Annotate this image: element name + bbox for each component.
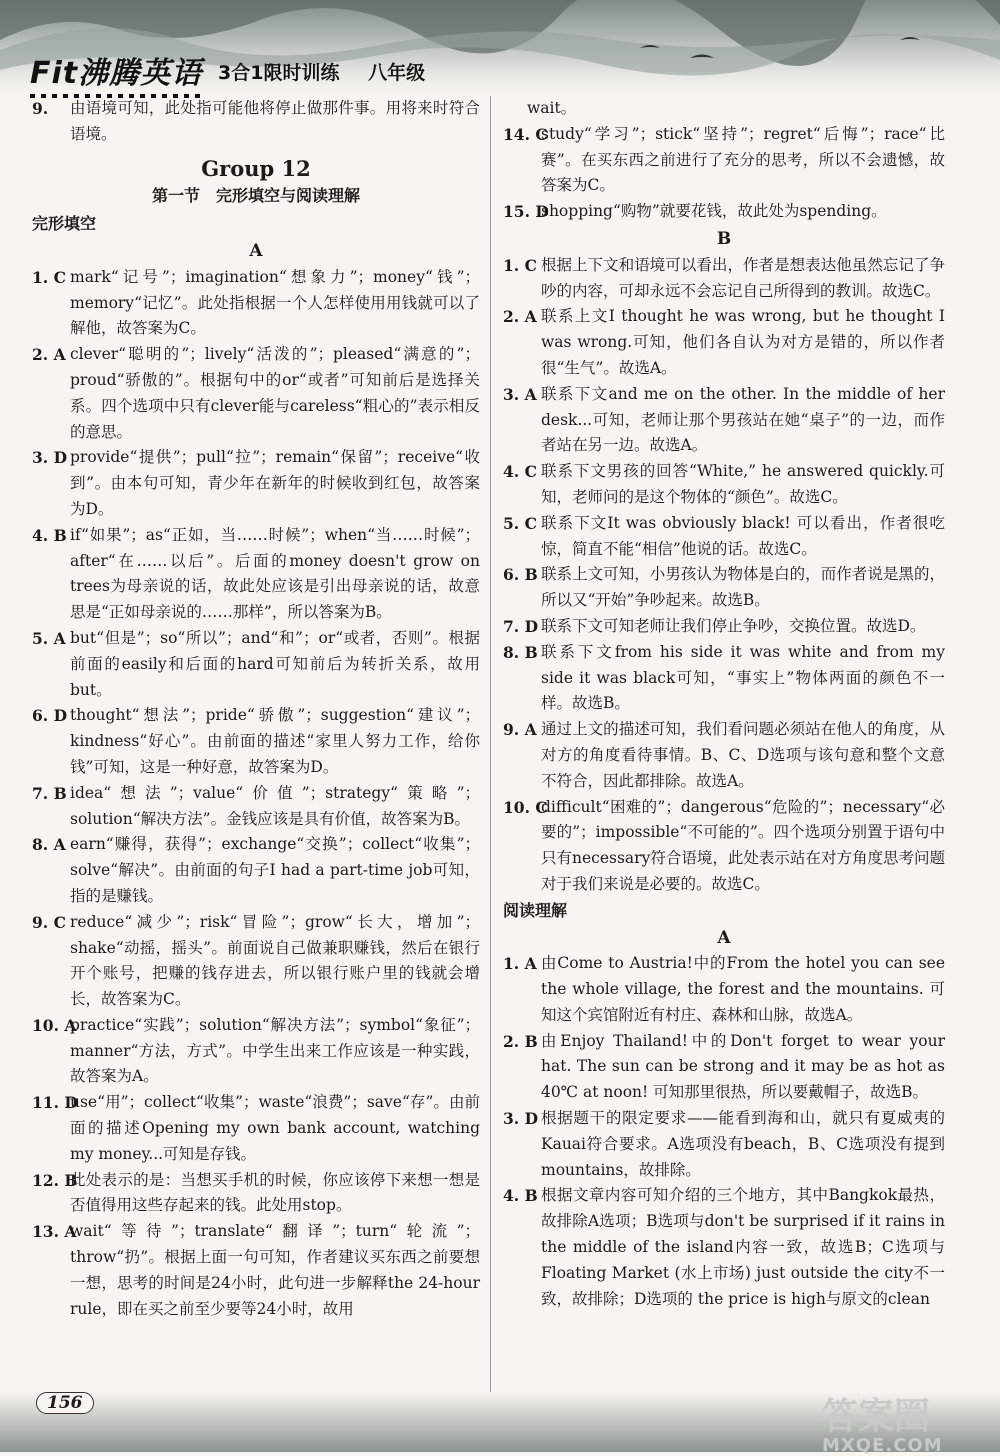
answer-item	[32, 1090, 480, 1167]
answer-item	[503, 253, 945, 305]
answer-item	[32, 703, 480, 780]
answer-explanation: wait“等待”；translate“翻译”；turn“轮流”；throw“扔”。根据上面一句可知，作者建议买东西之前要想一想，思考的时间是24小时，此句进一步解释the 24-hour rule，即在买之前至少要等24小时，故用	[70, 1222, 480, 1318]
reading-subhead: 阅读理解	[503, 900, 568, 920]
answer-number: 9. C	[32, 912, 66, 932]
part-label: A	[249, 240, 263, 261]
answer-item	[32, 832, 480, 909]
answer-item	[32, 781, 480, 833]
answer-number: 10. A	[32, 1015, 77, 1035]
answer-explanation: study“学习”；stick“坚持”；regret“后悔”；race“比赛”。在买东西之前进行了充分的思考，所以不会遗憾，故答案为C。	[541, 124, 945, 195]
answer-number: 10. C	[503, 797, 548, 817]
right-column	[503, 96, 945, 1312]
answer-item	[32, 265, 480, 342]
answer-explanation: 联系下文男孩的回答“White,” he answered quickly.可知，老师问的是这个物体的“颜色”。故选C。	[541, 462, 945, 506]
answer-number: 13. A	[32, 1222, 77, 1242]
answer-item	[503, 1183, 945, 1312]
answer-explanation: mark“记号”；imagination“想象力”；money“钱”；memory“记忆”。此处指根据一个人怎样使用用钱就可以了解他，故答案为C。	[70, 267, 480, 338]
answer-item	[503, 304, 945, 381]
answer-explanation: reduce“减少”；risk“冒险”；grow“长大，增加”；shake“动摇，摇头”。前面说自己做兼职赚钱，然后在银行开个账号，把赚的钱存进去，所以银行账户里的钱就会增长，故答案为C。	[70, 912, 480, 1009]
answer-item	[32, 910, 480, 1013]
answer-explanation: 根据文章内容可知介绍的三个地方，其中Bangkok最热，故排除A选项；B选项与don't be surprised if it rains in the middle of the island内容一致，故选B；C选项与Floating Market (水上市场) just outside the city不一致，故排除；D选项的 the price is high与原文的clean	[541, 1186, 945, 1308]
answer-explanation: 通过上文的描述可知，我们看问题必须站在他人的角度，从对方的角度看待事情。B、C、D选项与该句意和整个文意不符合，因此都排除。故选A。	[541, 720, 945, 790]
answer-explanation: shopping“购物”就要花钱，故此处为spending。	[541, 202, 887, 221]
page-number: 156	[36, 1392, 94, 1414]
answer-item	[503, 1106, 945, 1183]
answer-number: 7. D	[503, 616, 539, 636]
answer-number: 9. A	[503, 720, 537, 740]
brand-logo	[30, 48, 202, 98]
answer-number: 4. B	[503, 1186, 538, 1206]
answer-number: 5. C	[503, 513, 537, 533]
part-label: A	[717, 927, 731, 948]
answer-number: 15. D	[503, 202, 549, 222]
answer-explanation: 联系上文I thought he was wrong, but he thought I was wrong.可知，他们各自认为对方是错的，所以作者很“生气”。故选A。	[541, 307, 945, 377]
answer-item	[503, 382, 945, 459]
answer-explanation: difficult“困难的”；dangerous“危险的”；necessary“必要的”；impossible“不可能的”。四个选项分别置于语句中只有necessary符合语境，此处表示站在对方角度思考问题对于我们来说是必要的。故选C。	[541, 797, 945, 893]
part-label: B	[716, 228, 732, 249]
answer-item	[32, 342, 480, 445]
answer-explanation: 由Enjoy Thailand!中的Don't forget to wear your hat. The sun can be strong and it may be as hot as 40℃ at noon! 可知那里很热，所以要戴帽子，故选B。	[541, 1031, 945, 1102]
answer-explanation: but“但是”；so“所以”；and“和”；or“或者，否则”。根据前面的easily和后面的hard可知前后为转折关系，故用but。	[70, 628, 480, 699]
answer-number: 1. C	[503, 255, 537, 275]
answer-item	[503, 640, 945, 717]
answer-number: 1. C	[32, 267, 66, 287]
answer-number: 3. D	[32, 448, 68, 468]
answer-number: 11. D	[32, 1093, 78, 1113]
answer-item	[503, 1029, 945, 1106]
answer-number: 7. B	[32, 783, 67, 803]
answer-explanation: 联系上文可知，小男孩认为物体是白的，而作者说是黑的，所以又“开始”争吵起来。故选B。	[541, 565, 945, 610]
brand-text: Fit沸腾英语	[30, 56, 203, 91]
answer-number: 8. B	[503, 642, 538, 662]
answer-number: 2. A	[32, 345, 66, 365]
answer-explanation: 由Come to Austria!中的From the hotel you can see the whole village, the forest and the mountains. 可知这个宾馆附近有村庄、森林和山脉，故选A。	[541, 954, 945, 1024]
answer-item	[503, 614, 945, 640]
column-divider	[490, 96, 491, 1406]
answer-item	[32, 1168, 480, 1220]
answer-explanation: earn“赚得，获得”；exchange“交换”；collect“收集”；solve“解决”。由前面的句子I had a part-time job可知，指的是赚钱。	[70, 835, 480, 905]
answer-explanation: practice“实践”；solution“解决方法”；symbol“象征”；manner“方法，方式”。中学生出来工作应该是一种实践，故答案为A。	[70, 1015, 480, 1086]
answer-explanation: 由语境可知，此处指可能他将停止做那件事。用将来时符合语境。	[70, 99, 480, 143]
answer-explanation: 联系下文from his side it was white and from my side it was black可知，“事实上”物体两面的颜色不一样。故选B。	[541, 642, 945, 713]
answer-item	[32, 96, 480, 148]
answer-item	[503, 951, 945, 1028]
answer-item	[503, 459, 945, 511]
answer-item	[503, 795, 945, 898]
answer-item	[32, 1219, 480, 1322]
answer-explanation: 联系下文and me on the other. In the middle of her desk...可知，老师让那个男孩站在她“桌子”的一边，而作者站在另一边。故选A。	[541, 384, 945, 455]
answer-explanation: 此处表示的是：当想买手机的时候，你应该停下来想一想是否值得用这些存起来的钱。此处用stop。	[70, 1170, 480, 1215]
answer-item	[32, 626, 480, 703]
answer-item	[32, 1013, 480, 1090]
answer-number: 5. A	[32, 628, 66, 648]
answer-explanation: 联系下文可知老师让我们停止争吵，交换位置。故选D。	[541, 616, 926, 635]
answer-item	[503, 122, 945, 199]
answer-explanation: 根据上下文和语境可以看出，作者是想表达他虽然忘记了争吵的内容，可却永远不会忘记自己所得到的教训。故选C。	[541, 255, 945, 300]
answer-number: 1. A	[503, 954, 537, 974]
answer-number: 3. D	[503, 1109, 539, 1129]
answer-item	[32, 523, 480, 626]
grade-text: 八年级	[368, 62, 426, 84]
answer-number: 4. C	[503, 462, 537, 482]
answer-number: 3. A	[503, 384, 537, 404]
answer-number: 2. A	[503, 307, 537, 327]
watermark	[822, 1388, 943, 1456]
answer-explanation: clever“聪明的”；lively“活泼的”；pleased“满意的”；proud“骄傲的”。根据句中的or“或者”可知前后是选择关系。四个选项中只有clever能与careless“粗心的”表示相反的意思。	[70, 345, 480, 441]
answer-item	[503, 562, 945, 614]
answer-number: 8. A	[32, 835, 66, 855]
answer-explanation: 联系下文It was obviously black! 可以看出，作者很吃惊，简直不能“相信”他说的话。故选C。	[541, 513, 945, 558]
answer-item	[32, 445, 480, 522]
page-header	[0, 0, 1000, 92]
answer-explanation: provide“提供”；pull“拉”；remain“保留”；receive“收到”。由本句可知，青少年在新年的时候收到红包，故答案为D。	[70, 448, 480, 518]
left-column	[32, 96, 480, 1322]
answer-number: 14. C	[503, 124, 548, 144]
answer-item	[503, 511, 945, 563]
answer-number: 6. D	[32, 706, 68, 726]
watermark-main: 答案圈	[822, 1396, 931, 1437]
subtitle-text: 3合1限时训练	[218, 62, 340, 84]
answer-item	[503, 717, 945, 794]
answer-number: 2. B	[503, 1031, 538, 1051]
continued-text: wait。	[527, 99, 577, 117]
group-title: Group 12	[201, 155, 311, 181]
section-title: 第一节 完形填空与阅读理解	[151, 186, 360, 206]
answer-explanation: if“如果”；as“正如，当……时候”；when“当……时候”；after“在……以后”。后面的money doesn't grow on trees为母亲说的话，故此处应该是引出母亲说的话，故意思是“正如母亲说的……那样”，所以答案为B。	[70, 525, 480, 622]
answer-explanation: use“用”；collect“收集”；waste“浪费”；save“存”。由前面的描述Opening my own bank account, watching my money...可知是存钱。	[70, 1093, 480, 1163]
answer-number: 4. B	[32, 525, 67, 545]
cloze-subhead: 完形填空	[32, 214, 97, 234]
answer-number: 12. B	[32, 1170, 78, 1190]
answer-number: 9.	[32, 99, 49, 118]
answer-explanation: 根据题干的限定要求——能看到海和山，就只有夏威夷的Kauai符合要求。A选项没有beach，B、C选项没有提到mountains，故排除。	[541, 1109, 945, 1179]
answer-item	[503, 199, 945, 225]
book-subtitle	[218, 58, 425, 85]
answer-number: 6. B	[503, 565, 538, 585]
answer-explanation: thought“想法”；pride“骄傲”；suggestion“建议”；kindness“好心”。由前面的描述“家里人努力工作，给你钱”可知，这是一种好意，故答案为D。	[70, 706, 480, 776]
answer-explanation: idea“想法”；value“价值”；strategy“策略”；solution“解决方法”。金钱应该是具有价值，故答案为B。	[70, 783, 480, 828]
watermark-sub: MXQE.COM	[822, 1435, 943, 1456]
